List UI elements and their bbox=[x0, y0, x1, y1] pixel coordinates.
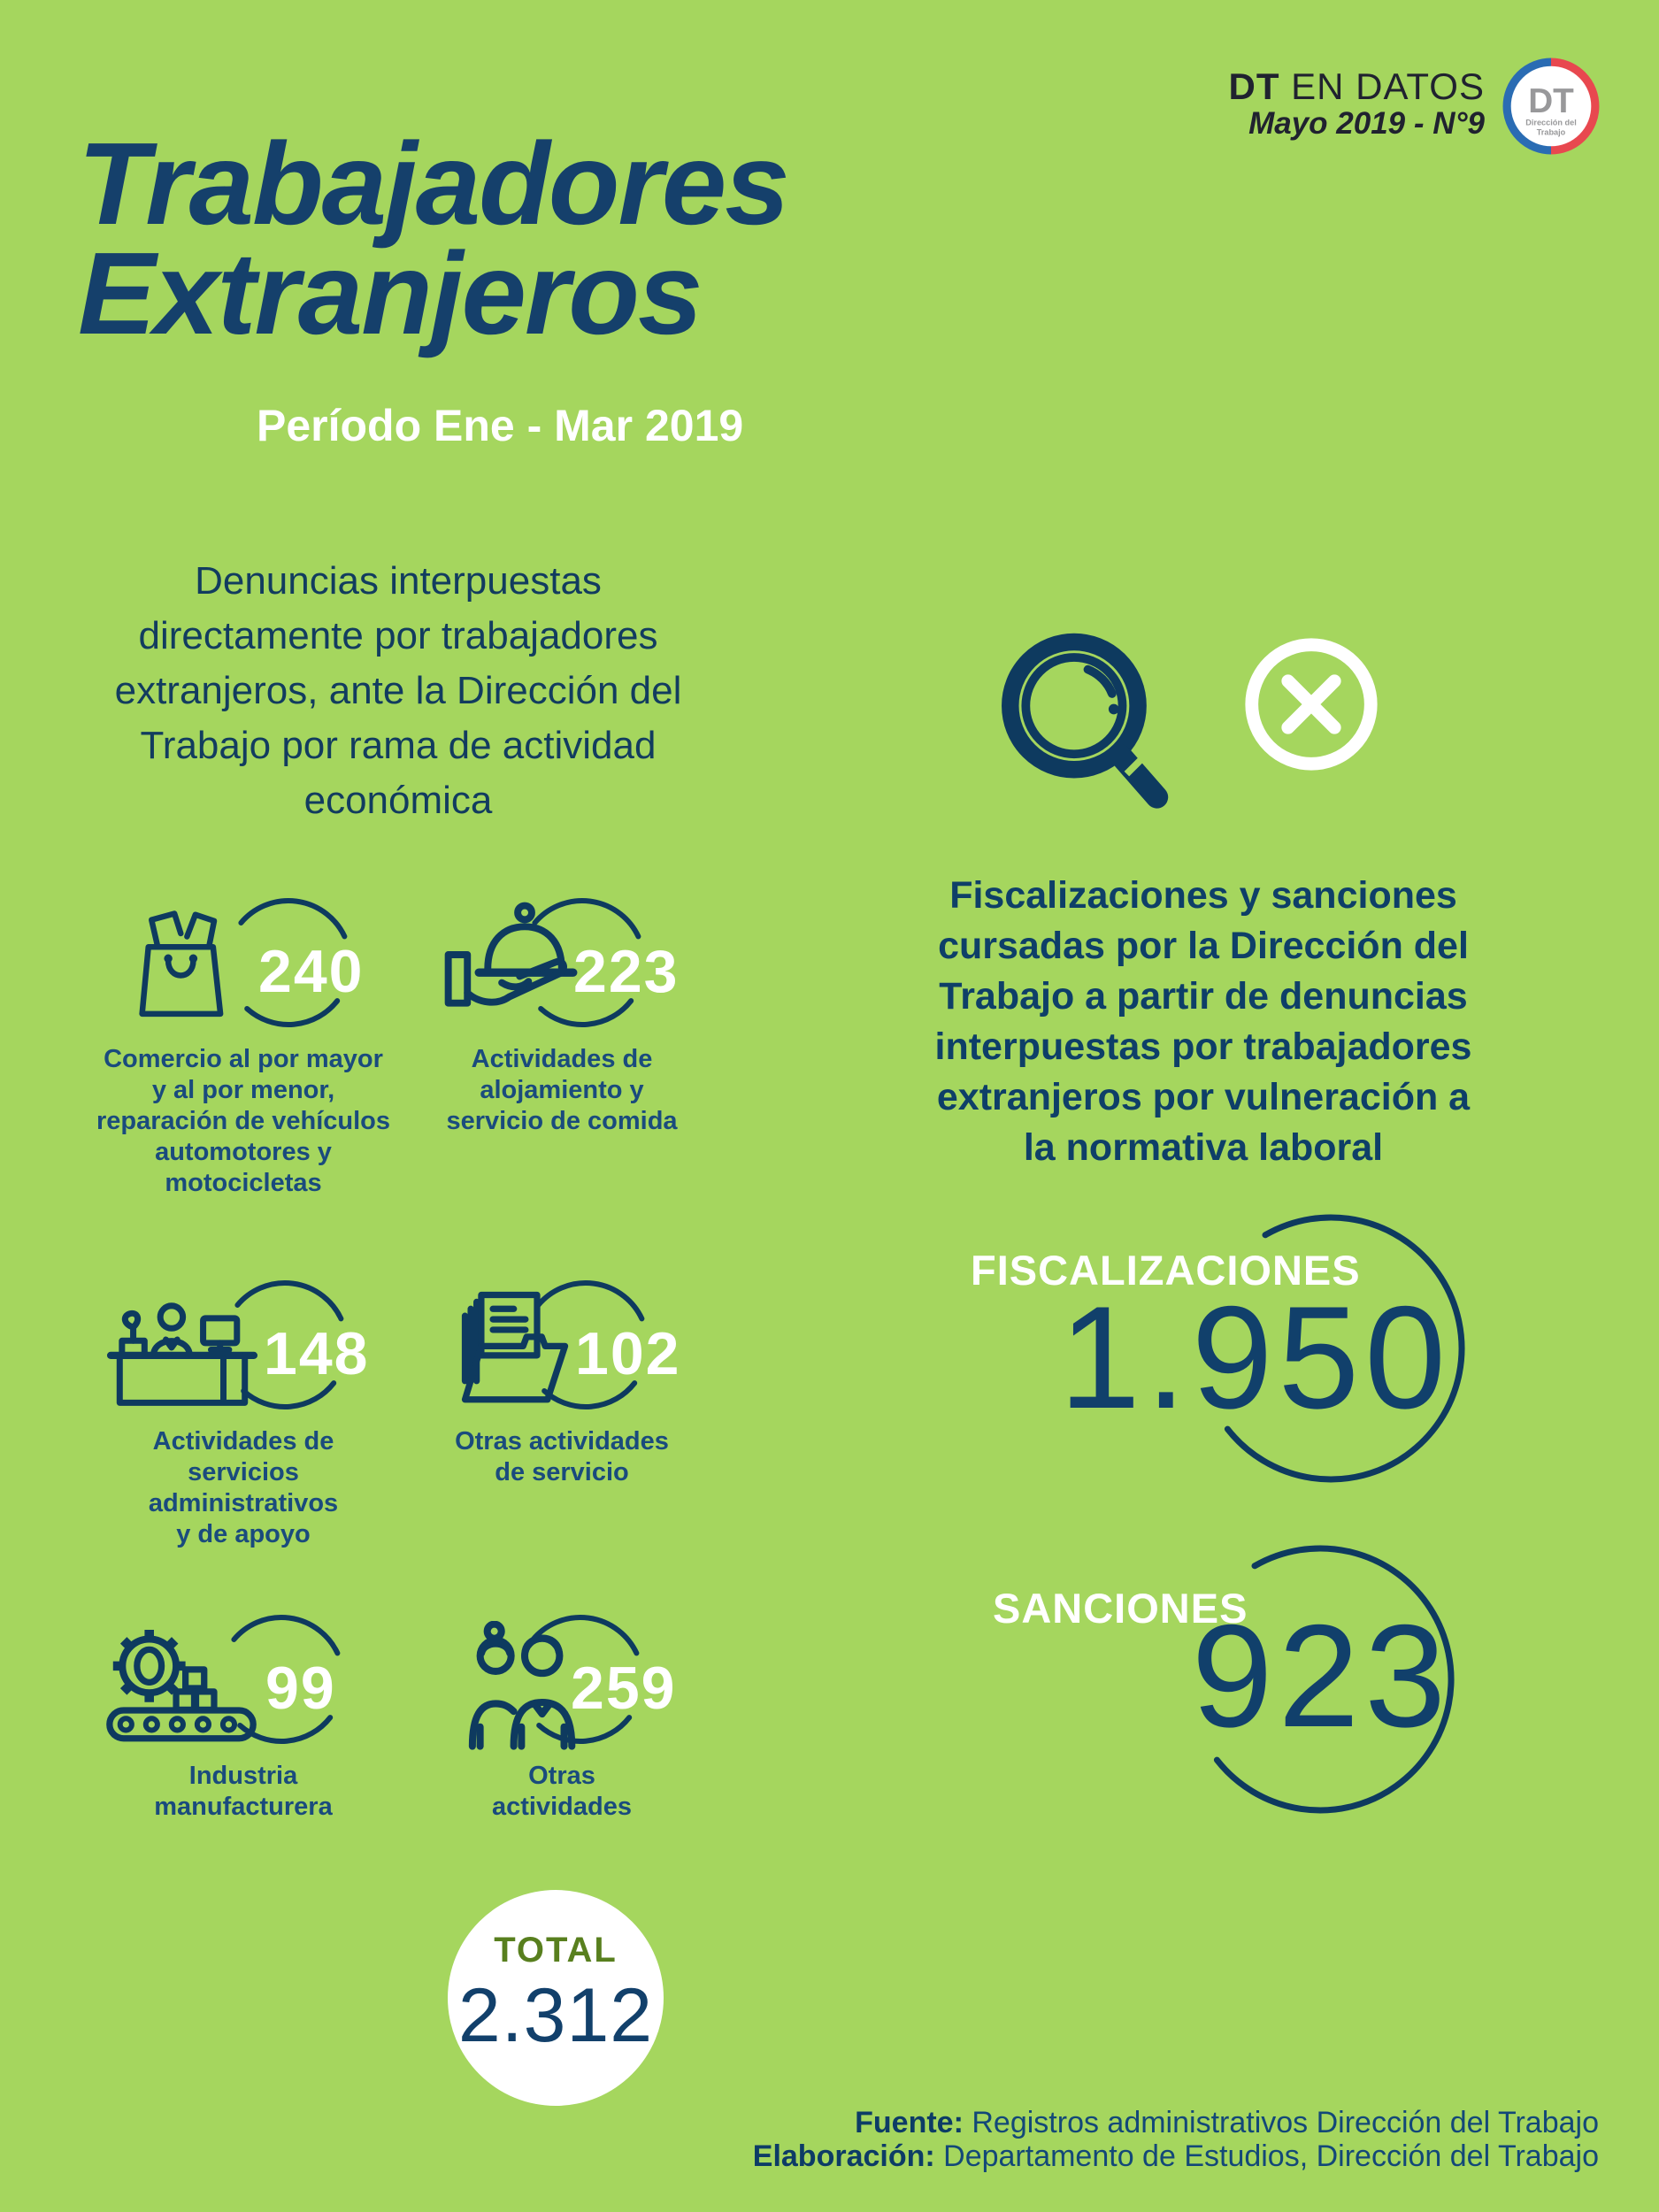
x-circle-icon bbox=[1239, 632, 1384, 777]
dt-logo-icon bbox=[1502, 57, 1601, 156]
sanciones-value: 923 bbox=[1191, 1594, 1451, 1757]
title-line-1: Trabajadores bbox=[78, 119, 788, 249]
brand-bold: DT bbox=[1228, 65, 1280, 107]
total-label: TOTAL bbox=[494, 1931, 618, 1970]
stat-value: 99 bbox=[265, 1655, 336, 1722]
magnifier-icon bbox=[998, 623, 1179, 830]
dt-logo-sub2: Trabajo bbox=[1536, 127, 1566, 137]
page-title bbox=[78, 119, 788, 358]
footer-elaboration-label: Elaboración: bbox=[752, 2139, 935, 2173]
stat-label: Comercio al por mayor y al por menor, reparación de vehículos automotores y motocicletas bbox=[96, 1045, 390, 1197]
dt-logo-sub1: Dirección del bbox=[1525, 118, 1577, 127]
issue-number: Mayo 2019 - N°9 bbox=[1248, 106, 1485, 141]
fiscalizacion-description: Fiscalizaciones y sanciones cursadas por la Dirección del Trabajo a partir de denuncias interpuestas por trabajadores extranjeros por vulneración a la normativa laboral bbox=[934, 874, 1472, 1169]
stat-value: 148 bbox=[264, 1320, 370, 1387]
dt-logo-text: DT bbox=[1528, 82, 1574, 121]
stat-value: 259 bbox=[571, 1655, 677, 1722]
brand bbox=[1229, 65, 1486, 108]
total-badge bbox=[448, 1890, 664, 2106]
footer-source-label: Fuente: bbox=[855, 2106, 964, 2139]
footer-elaboration-text: Departamento de Estudios, Dirección del Trabajo bbox=[934, 2139, 1599, 2173]
total-value: 2.312 bbox=[457, 1973, 654, 2058]
footer-source bbox=[753, 2106, 1599, 2139]
period-subtitle: Período Ene - Mar 2019 bbox=[257, 401, 744, 450]
stat-label: Industria manufacturera bbox=[154, 1762, 333, 1821]
stat-label: Otras actividades bbox=[492, 1762, 632, 1821]
fiscalizaciones-value: 1.950 bbox=[1059, 1276, 1451, 1439]
stat-label: Actividades de servicios administrativos y de apoyo bbox=[148, 1427, 339, 1548]
stat-value: 240 bbox=[258, 938, 365, 1005]
fiscalizaciones-label: FISCALIZACIONES bbox=[971, 1247, 1361, 1294]
stat-value: 102 bbox=[575, 1320, 681, 1387]
denuncias-intro: Denuncias interpuestas directamente por trabajadores extranjeros, ante la Dirección del Trabajo por rama de actividad económica bbox=[114, 559, 682, 822]
title-line-2: Extranjeros bbox=[78, 228, 702, 358]
stat-label: Actividades de alojamiento y servicio de comida bbox=[446, 1045, 678, 1135]
stat-value: 223 bbox=[573, 938, 680, 1005]
footer-credits bbox=[753, 2106, 1599, 2173]
stat-label: Otras actividades de servicio bbox=[455, 1427, 669, 1486]
footer-elaboration bbox=[753, 2139, 1599, 2173]
footer-source-text: Registros administrativos Dirección del Trabajo bbox=[963, 2106, 1599, 2139]
sanciones-label: SANCIONES bbox=[993, 1585, 1248, 1632]
brand-rest: EN DATOS bbox=[1279, 65, 1485, 107]
